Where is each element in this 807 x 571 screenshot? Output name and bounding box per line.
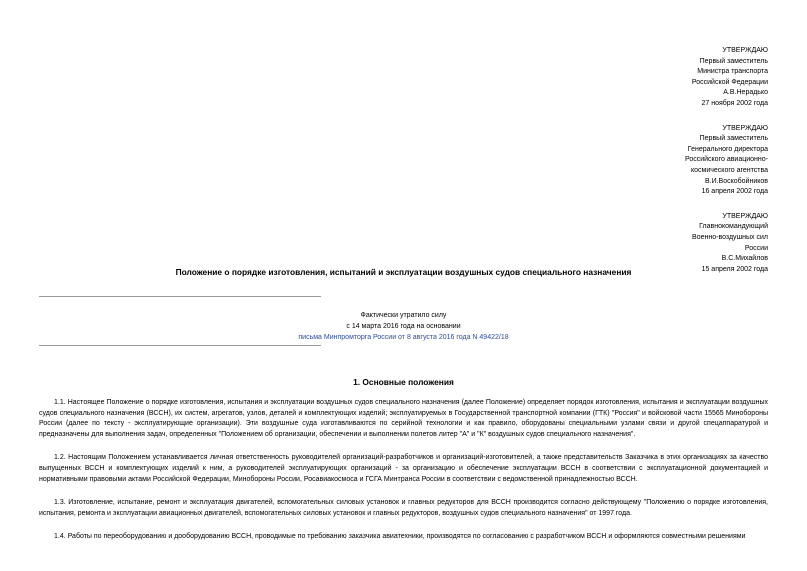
document-status-note [0,310,807,343]
approval-line: УТВЕРЖДАЮ [722,47,768,54]
paragraph-1-1: 1.1. Настоящее Положение о порядке изготовления, испытания и эксплуатации воздушных судов специального назначения (далее Положение) определяет порядок изготовления, испытания и эксплуатации воздушных судов специального назначения (ВССН), их систем, агрегатов, узлов, деталей и комплектующих изделий; эксплуатируемых в Государственной транспортной компании (ГТК) "Россия" и войсковой части 15565 Минобороны России (далее по тексту - эксплуатирующие организации). Эти воздушные суда изготавливаются по серийной технологии и как правило, оборудованы специальными узлами связи и другой спецаппаратурой и предназначены для выполнения задач, определенных "Положением об организации, обеспечении и выполнении полетов литер "А" и "К" воздушных судов специального назначения". [39,399,768,438]
status-link-line [0,332,807,343]
divider-bottom [39,345,321,346]
approval-block-space-agency [548,124,768,198]
approval-date: 16 апреля 2002 года [701,188,768,196]
approval-block-transport-ministry [548,46,768,110]
paragraph-1-4: 1.4. Работы по переоборудованию и дооборудованию ВССН, проводимые по требованию заказчика авиатехники, производятся по согласованию с разработчиком ВССН и оформляются совместными решениями [54,533,746,541]
approval-date: 27 ноября 2002 года [701,99,768,107]
divider-top [39,296,321,297]
approval-line: Генерального директора [687,145,768,153]
approval-signatory: А.В.Нерадько [723,89,768,97]
document-title: Положение о порядке изготовления, испытаний и эксплуатации воздушных судов специального назначения [175,267,632,277]
approval-line: Российского авиационно- [684,156,768,164]
approval-line: Первый заместитель [699,135,768,143]
paragraph-1-3: 1.3. Изготовление, испытание, ремонт и эксплуатация двигателей, вспомогательных силовых установок и главных редукторов для ВССН производится согласно действующему "Положению о порядке изготовления, испытания, ремонта и эксплуатации авиационных двигателей, вспомогательных силовых установок и главных редукторов, воздушных судов специального назначения" от 1997 года. [39,499,768,517]
approval-block-air-force [548,212,768,276]
status-line: с 14 марта 2016 года на основании [346,323,461,330]
status-line: Фактически утратило силу [360,312,447,319]
approval-line: Российской Федерации [691,78,768,86]
approval-date: 15 апреля 2002 года [701,265,768,273]
approval-stamps [548,46,768,289]
approval-signatory: В.С.Михайлов [721,255,768,263]
approval-line: Первый заместитель [699,57,768,65]
approval-line: УТВЕРЖДАЮ [722,212,768,220]
paragraph-1-2: 1.2. Настоящим Положением устанавливается личная ответственность руководителей организаций-разработчиков и организаций-изготовителей, а также представительств Заказчика в этих организациях за качество выпущенных ВССН и комплектующих изделий к ним, а руководителей эксплуатирующих организаций - за организацию и обеспечение эксплуатации ВССН в соответствии с эксплуатационной документацией и нормативными правовыми актами Российской Федерации, Минобороны России, Росавиакосмоса и ГСГА Минтранса России в соответствии с ведомственной принадлежностью ВССН. [39,454,768,483]
approval-line: Главнокомандующий [699,223,768,231]
approval-line: УТВЕРЖДАЮ [722,124,768,132]
repeal-letter-link[interactable]: письма Минпромторга России от 8 августа 2016 года N 49422/18 [298,334,509,341]
document-body [39,398,768,556]
approval-line: России [744,244,768,252]
approval-line: Военно-воздушных сил [692,233,768,241]
approval-signatory: В.И.Воскобойников [704,177,768,185]
section-heading: 1. Основные положения [353,377,454,387]
approval-line: Министра транспорта [697,68,768,76]
approval-line: космического агентства [691,166,768,174]
